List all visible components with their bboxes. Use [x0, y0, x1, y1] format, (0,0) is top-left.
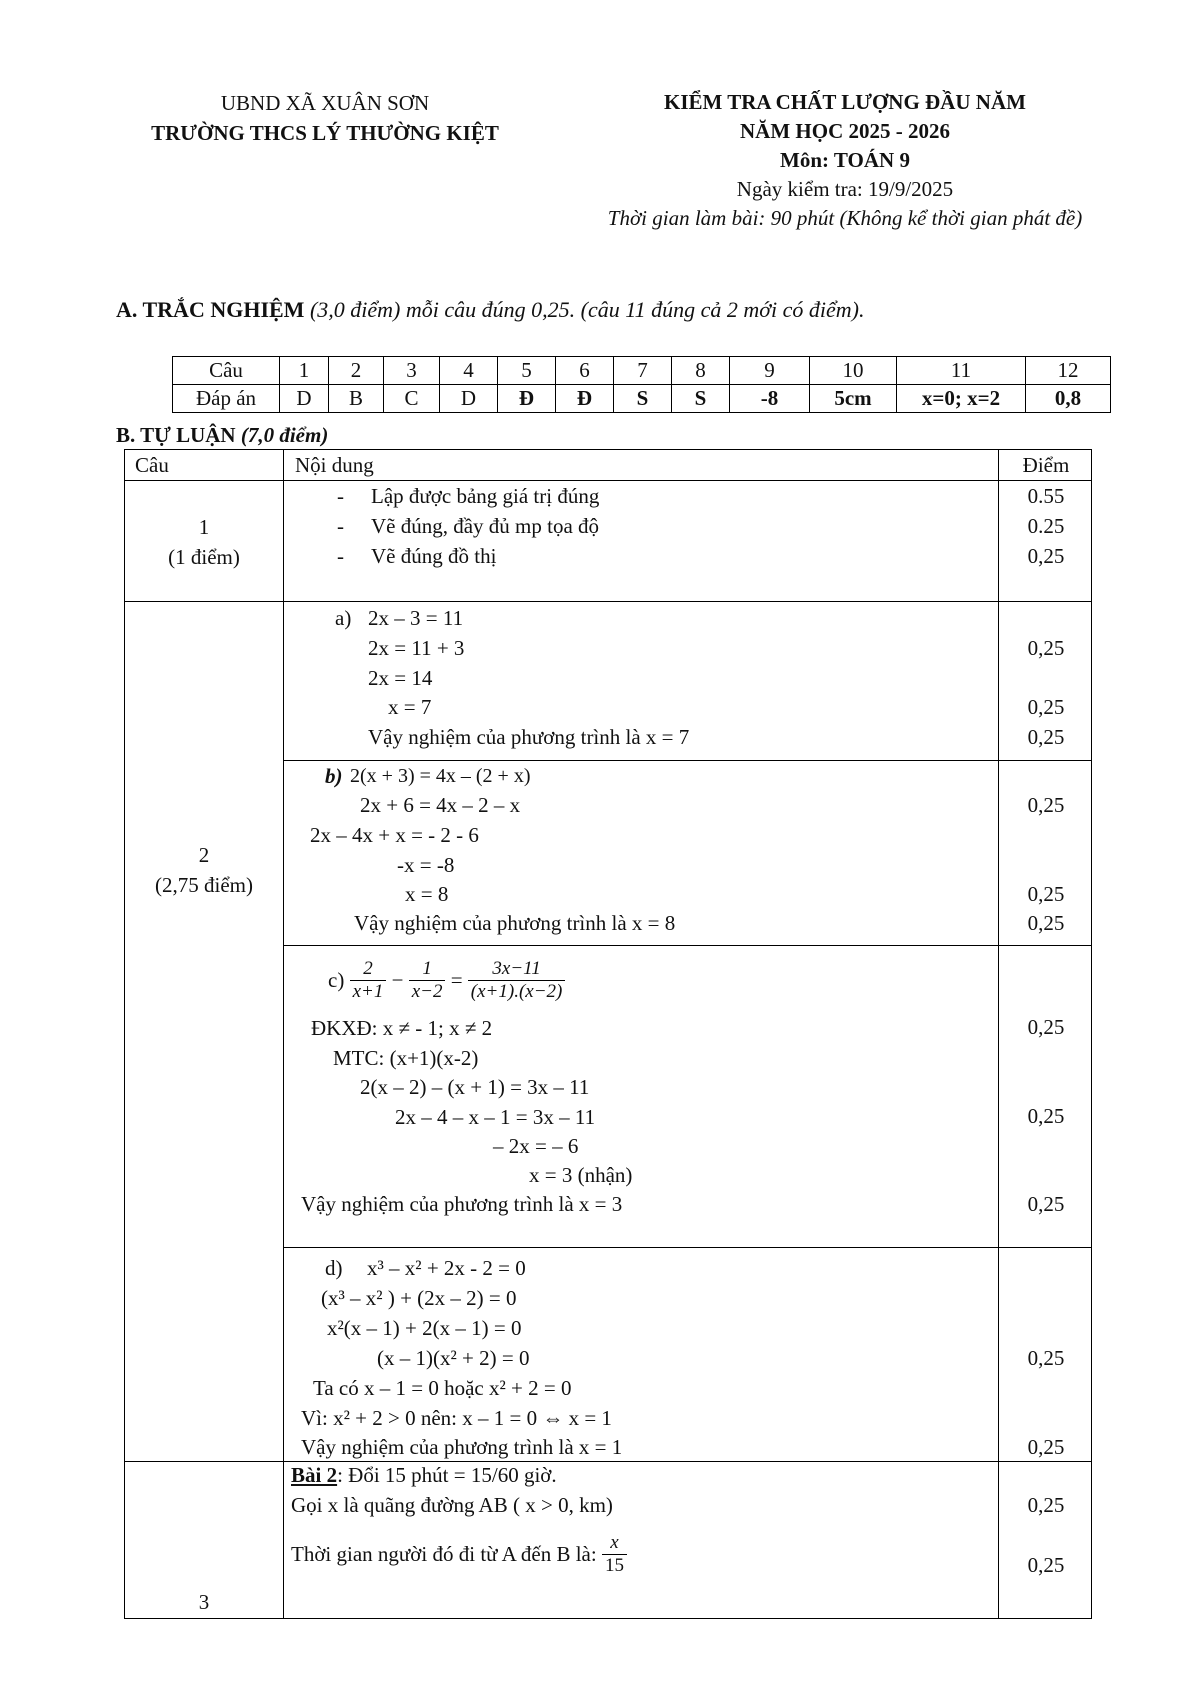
numerator: 1	[409, 958, 446, 981]
column-divider	[283, 450, 284, 1618]
minus-sign: −	[391, 968, 404, 993]
row-divider	[125, 480, 1091, 481]
fraction	[468, 958, 566, 1003]
section-b-title: B. TỰ LUẬN	[116, 423, 236, 447]
school-name: TRƯỜNG THCS LÝ THƯỜNG KIỆT	[151, 121, 499, 145]
q2c-line: MTC: (x+1)(x-2)	[333, 1046, 479, 1070]
bullet-dash: -	[337, 514, 344, 538]
row-divider	[125, 1461, 1091, 1462]
col-header-diem: Điểm	[1022, 453, 1070, 477]
question-number: 10	[810, 357, 897, 385]
q1-points: (1 điểm)	[168, 545, 240, 569]
answer-cell: S	[672, 385, 730, 413]
q2b-line: 2x – 4x + x = - 2 - 6	[310, 823, 479, 847]
numerator: 3x−11	[468, 958, 566, 981]
question-number: 6	[556, 357, 614, 385]
fraction	[350, 958, 387, 1003]
col-header-cau: Câu	[135, 453, 169, 477]
q2a-line: 2x = 11 + 3	[368, 636, 465, 660]
score: 0,25	[1027, 1104, 1065, 1128]
exam-header	[585, 88, 1105, 233]
q3-line: Gọi x là quãng đường AB ( x > 0, km)	[291, 1493, 613, 1517]
q2a-conclusion: Vậy nghiệm của phương trình là x = 7	[368, 725, 690, 749]
score: 0,25	[1027, 1015, 1065, 1039]
fraction	[602, 1532, 627, 1577]
q2c-conclusion: Vậy nghiệm của phương trình là x = 3	[301, 1192, 623, 1216]
answer-cell: C	[384, 385, 440, 413]
answer-cell: Đ	[498, 385, 556, 413]
score: 0,25	[1027, 1553, 1065, 1577]
section-b-heading	[116, 423, 328, 447]
question-number: 2	[329, 357, 384, 385]
answer-cell: B	[329, 385, 384, 413]
fraction	[409, 958, 446, 1003]
q2c-label: c)	[328, 968, 345, 993]
section-a-note: (3,0 điểm) mỗi câu đúng 0,25. (câu 11 đúng cả 2 mới có điểm).	[309, 297, 865, 322]
q2a-line: 2x – 3 = 11	[368, 606, 464, 630]
q2b-line: x = 8	[405, 882, 449, 906]
denominator: 15	[604, 1554, 624, 1576]
q2d-line: (x – 1)(x² + 2) = 0	[377, 1346, 530, 1370]
q2c-line: 2(x – 2) – (x + 1) = 3x – 11	[360, 1075, 590, 1099]
q2c-line: x = 3 (nhận)	[529, 1163, 633, 1187]
q3-label: 3	[198, 1590, 210, 1614]
q3-line	[291, 1527, 627, 1579]
question-number: 11	[897, 357, 1026, 385]
answer-cell: S	[614, 385, 672, 413]
q2-label: 2	[198, 843, 210, 867]
school-header	[100, 88, 550, 148]
score: 0,25	[1027, 1192, 1065, 1216]
answer-cell: x=0; x=2	[897, 385, 1026, 413]
time-limit: Thời gian làm bài: 90 phút (Không kể thời gian phát đề)	[607, 206, 1083, 230]
score: 0,25	[1027, 636, 1065, 660]
q2b-conclusion: Vậy nghiệm của phương trình là x = 8	[354, 911, 676, 935]
col-header-noi-dung: Nội dung	[295, 453, 374, 477]
q2c-equation	[328, 953, 565, 1005]
question-number: 3	[384, 357, 440, 385]
denominator: (x+1).(x−2)	[470, 980, 563, 1002]
q2d-line: x³ – x² + 2x - 2 = 0	[367, 1256, 526, 1280]
question-number: 5	[498, 357, 556, 385]
q2b-label: b)	[325, 764, 343, 788]
numerator: x	[602, 1532, 627, 1555]
numerator: 2	[350, 958, 387, 981]
question-number: 4	[440, 357, 498, 385]
score: 0,25	[1027, 882, 1065, 906]
q3-conversion: : Đổi 15 phút = 15/60 giờ.	[337, 1463, 557, 1487]
row-label: Câu	[173, 357, 280, 385]
q2d-label: d)	[325, 1256, 343, 1280]
exam-date: Ngày kiểm tra: 19/9/2025	[736, 177, 954, 201]
q1-bullet: Vẽ đúng đồ thị	[371, 544, 497, 568]
row-divider	[283, 760, 1091, 761]
school-year: NĂM HỌC 2025 - 2026	[740, 119, 950, 143]
answer-cell: -8	[730, 385, 810, 413]
q2b-line: 2x + 6 = 4x – 2 – x	[360, 793, 521, 817]
bullet-dash: -	[337, 544, 344, 568]
question-number: 8	[672, 357, 730, 385]
q2c-line: – 2x = – 6	[493, 1134, 579, 1158]
score: 0,25	[1027, 1493, 1065, 1517]
row-label: Đáp án	[173, 385, 280, 413]
section-a-heading	[116, 297, 864, 323]
score: 0,25	[1027, 695, 1065, 719]
score: 0,25	[1027, 725, 1065, 749]
q3-bai-label: Bài 2	[291, 1463, 338, 1487]
denominator: x−2	[411, 980, 443, 1002]
q3-line	[291, 1463, 557, 1487]
commune-name: UBND XÃ XUÂN SƠN	[220, 91, 430, 115]
q1-bullet: Vẽ đúng, đầy đủ mp tọa độ	[371, 514, 600, 538]
subject: Môn: TOÁN 9	[780, 148, 910, 172]
score: 0.55	[1027, 484, 1065, 508]
q3-time-text: Thời gian người đó đi từ A đến B là:	[291, 1542, 597, 1567]
answer-cell: 0,8	[1026, 385, 1111, 413]
section-a-title: A. TRẮC NGHIỆM	[116, 297, 305, 322]
denominator: x+1	[352, 980, 384, 1002]
equals-sign: =	[450, 968, 463, 993]
row-divider	[283, 1247, 1091, 1248]
q2d-line: (x³ – x² ) + (2x – 2) = 0	[321, 1286, 517, 1310]
score: 0,25	[1027, 911, 1065, 935]
row-divider	[283, 945, 1091, 946]
score: 0,25	[1027, 1435, 1065, 1459]
essay-table	[124, 449, 1092, 1619]
exam-title: KIỂM TRA CHẤT LƯỢNG ĐẦU NĂM	[664, 90, 1026, 114]
q2b-line: 2(x + 3) = 4x – (2 + x)	[350, 765, 531, 787]
q2c-line: 2x – 4 – x – 1 = 3x – 11	[395, 1105, 596, 1129]
question-number: 9	[730, 357, 810, 385]
question-number: 1	[280, 357, 329, 385]
q2b-line: -x = -8	[397, 853, 455, 877]
section-b-note: (7,0 điểm)	[240, 423, 329, 447]
q1-label: 1	[198, 515, 210, 539]
q2c-line: ĐKXĐ: x ≠ - 1; x ≠ 2	[311, 1016, 493, 1040]
score: 0,25	[1027, 544, 1065, 568]
q2d-line: Ta có x – 1 = 0 hoặc x² + 2 = 0	[313, 1376, 572, 1400]
answer-cell: 5cm	[810, 385, 897, 413]
question-number: 7	[614, 357, 672, 385]
q2d-line: Vì: x² + 2 > 0 nên: x – 1 = 0 ⇔ x = 1	[301, 1406, 612, 1430]
question-row	[173, 357, 1111, 385]
q2a-line: x = 7	[388, 695, 432, 719]
q2-points: (2,75 điểm)	[155, 873, 253, 897]
answer-row	[173, 385, 1111, 413]
q2a-label: a)	[335, 606, 352, 630]
bullet-dash: -	[337, 484, 344, 508]
q1-bullet: Lập được bảng giá trị đúng	[371, 484, 600, 508]
q2a-line: 2x = 14	[368, 666, 433, 690]
score: 0,25	[1027, 1346, 1065, 1370]
answer-cell: D	[440, 385, 498, 413]
q2d-conclusion: Vậy nghiệm của phương trình là x = 1	[301, 1435, 623, 1459]
answer-cell: Đ	[556, 385, 614, 413]
answer-cell: D	[280, 385, 329, 413]
question-number: 12	[1026, 357, 1111, 385]
answer-table	[172, 356, 1111, 413]
row-divider	[125, 601, 1091, 602]
q2d-line: x²(x – 1) + 2(x – 1) = 0	[327, 1316, 522, 1340]
score: 0.25	[1027, 514, 1065, 538]
score: 0,25	[1027, 793, 1065, 817]
